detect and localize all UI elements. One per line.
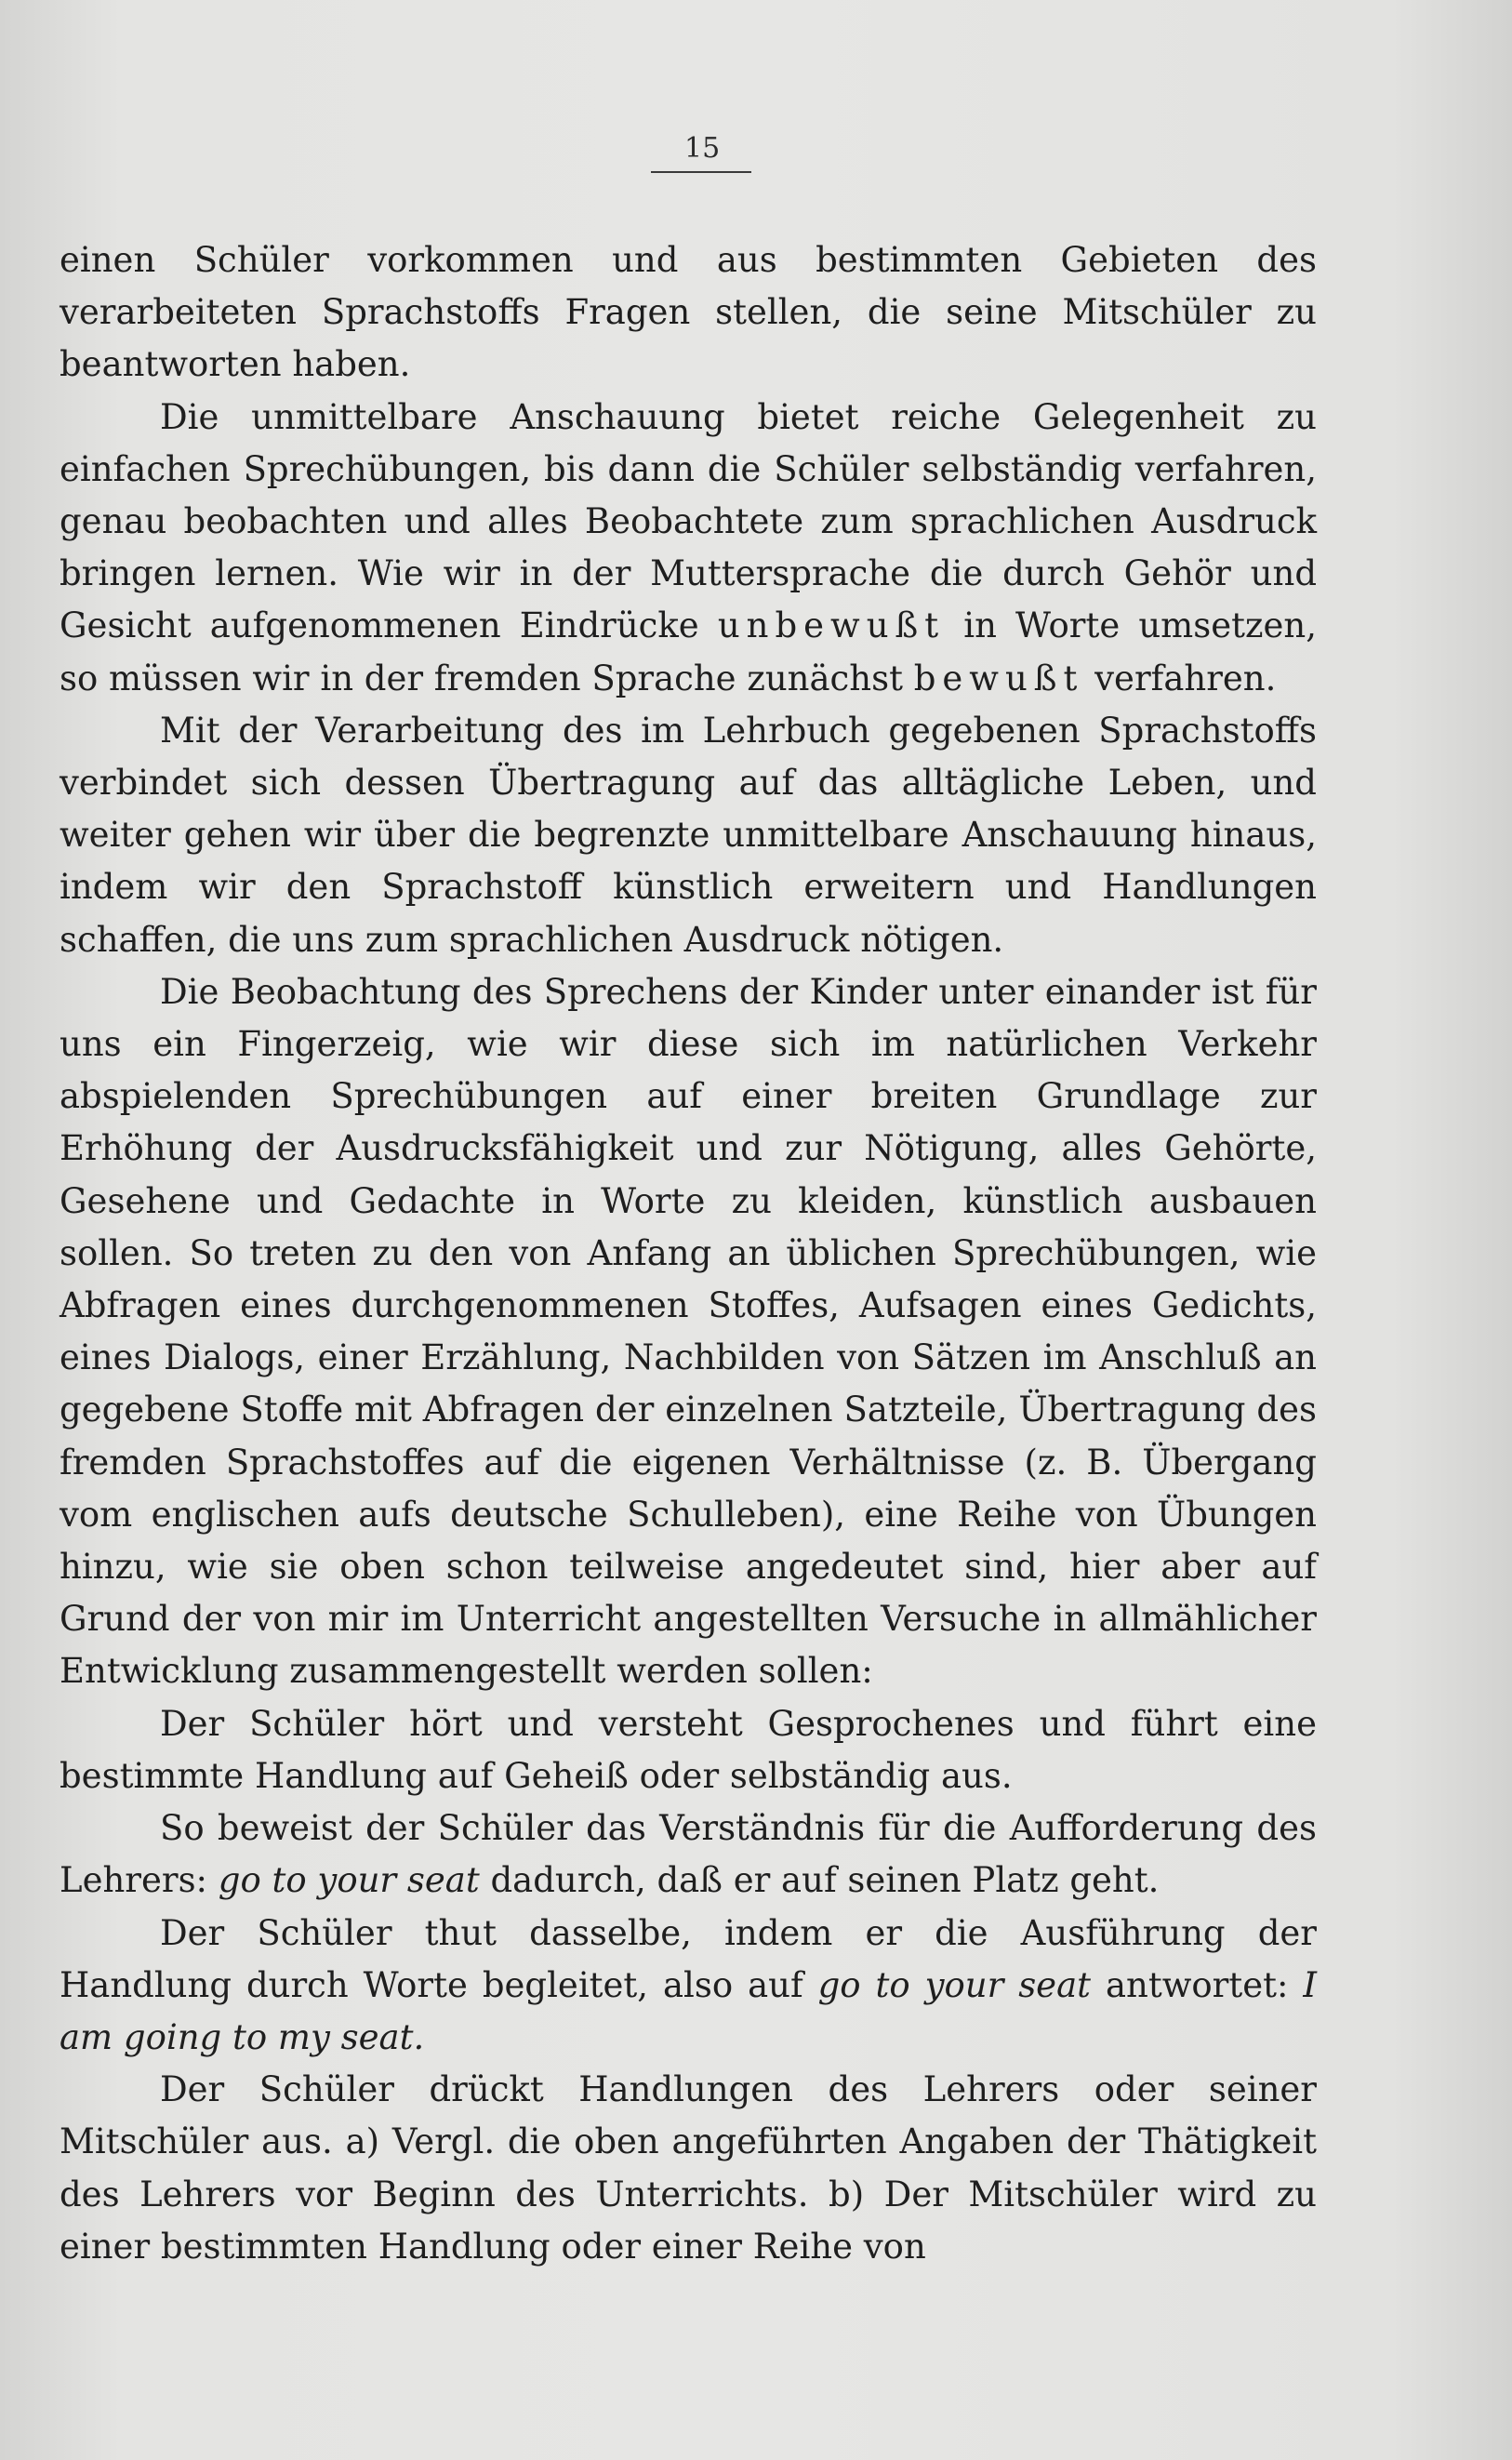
paragraph-6 [60, 1802, 1317, 1907]
paragraph-1: einen Schüler vorkommen und aus bestimmten Gebieten des verarbeiteten Sprachstoffs Fragen stellen, die seine Mitschüler zu beantworten haben. [60, 240, 1317, 385]
paragraph-7 [60, 1908, 1317, 2065]
paragraph-7-text-b: antwortet: [1091, 1964, 1304, 2005]
page-number: 15 [684, 132, 721, 165]
paragraph-5: Der Schüler hört und versteht Gesprochenes und führt eine bestimmte Handlung auf Geheiß oder selbständig aus. [60, 1703, 1317, 1796]
paragraph-6-text-a: So beweist der Schüler das Verständnis für die Aufforderung des Lehrers: [60, 1808, 1317, 1901]
paragraph-7-text-a: Der Schüler thut dasselbe, indem er die Ausführung der Handlung durch Worte begleitet, also auf [60, 1912, 1317, 2005]
paragraph-8: Der Schüler drückt Handlungen des Lehrers oder seiner Mitschüler aus. a) Vergl. die oben angeführten Angaben der Thätigkeit des Lehrers vor Beginn des Unterrichts. b) Der Mitschüler wird zu einer bestimmten Handlung oder einer Reihe von [60, 2069, 1317, 2267]
english-phrase-go-to-your-seat-2: go to your seat [817, 1964, 1092, 2005]
emphasis-unbewusst: unbewußt [717, 605, 946, 646]
paragraph-2-text-a: Die unmittelbare Anschauung bietet reiche Gelegenheit zu einfachen Sprechübungen, bis dann die Schüler selbständig verfahren, genau beobachten und alles Beobachtete zum sprachlichen Ausdruck bringen lernen. Wie wir in der Muttersprache die durch Gehör und Gesicht aufgenommenen Eindrücke [60, 396, 1317, 646]
page-number-rule [651, 171, 751, 173]
english-phrase-go-to-your-seat: go to your seat [218, 1860, 480, 1901]
paragraph-6-text-b: dadurch, daß er auf seinen Platz geht. [479, 1860, 1160, 1901]
emphasis-bewusst: bewußt [913, 658, 1084, 698]
body-text [60, 234, 1317, 2273]
english-phrase-i-am-going: I am going to my seat. [60, 1964, 1317, 2057]
paragraph-2-text-b: in Worte umsetzen, so müssen wir in der fremden Sprache zunächst [60, 605, 1317, 698]
paragraph-4: Die Beobachtung des Sprechens der Kinder unter einander ist für uns ein Fingerzeig, wie wir diese sich im natürlichen Verkehr abspielenden Sprechübungen auf einer breiten Grundlage zur Erhöhung der Ausdrucksfähigkeit und zur Nötigung, alles Gehörte, Gesehene und Gedachte in Worte zu kleiden, künstlich ausbauen sollen. So treten zu den von Anfang an üblichen Sprechübungen, wie Abfragen eines durchgenommenen Stoffes, Aufsagen eines Gedichts, eines Dialogs, einer Erzählung, Nachbilden von Sätzen im Anschluß an gegebene Stoffe mit Abfragen der einzelnen Satzteile, Übertragung des fremden Sprachstoffes auf die eigenen Verhältnisse (z. B. Übergang vom englischen aufs deutsche Schulleben), eine Reihe von Übungen hinzu, wie sie oben schon teilweise angedeutet sind, hier aber auf Grund der von mir im Unterricht angestellten Versuche in allmählicher Entwicklung zusammengestellt werden sollen: [60, 971, 1317, 1692]
paragraph-2-text-c: verfahren. [1083, 658, 1277, 698]
paragraph-2 [60, 392, 1317, 705]
paragraph-3: Mit der Verarbeitung des im Lehrbuch gegebenen Sprachstoffs verbindet sich dessen Übertragung auf das alltägliche Leben, und weiter gehen wir über die begrenzte unmittelbare Anschauung hinaus, indem wir den Sprachstoff künstlich erweitern und Handlungen schaffen, die uns zum sprachlichen Ausdruck nötigen. [60, 710, 1317, 960]
